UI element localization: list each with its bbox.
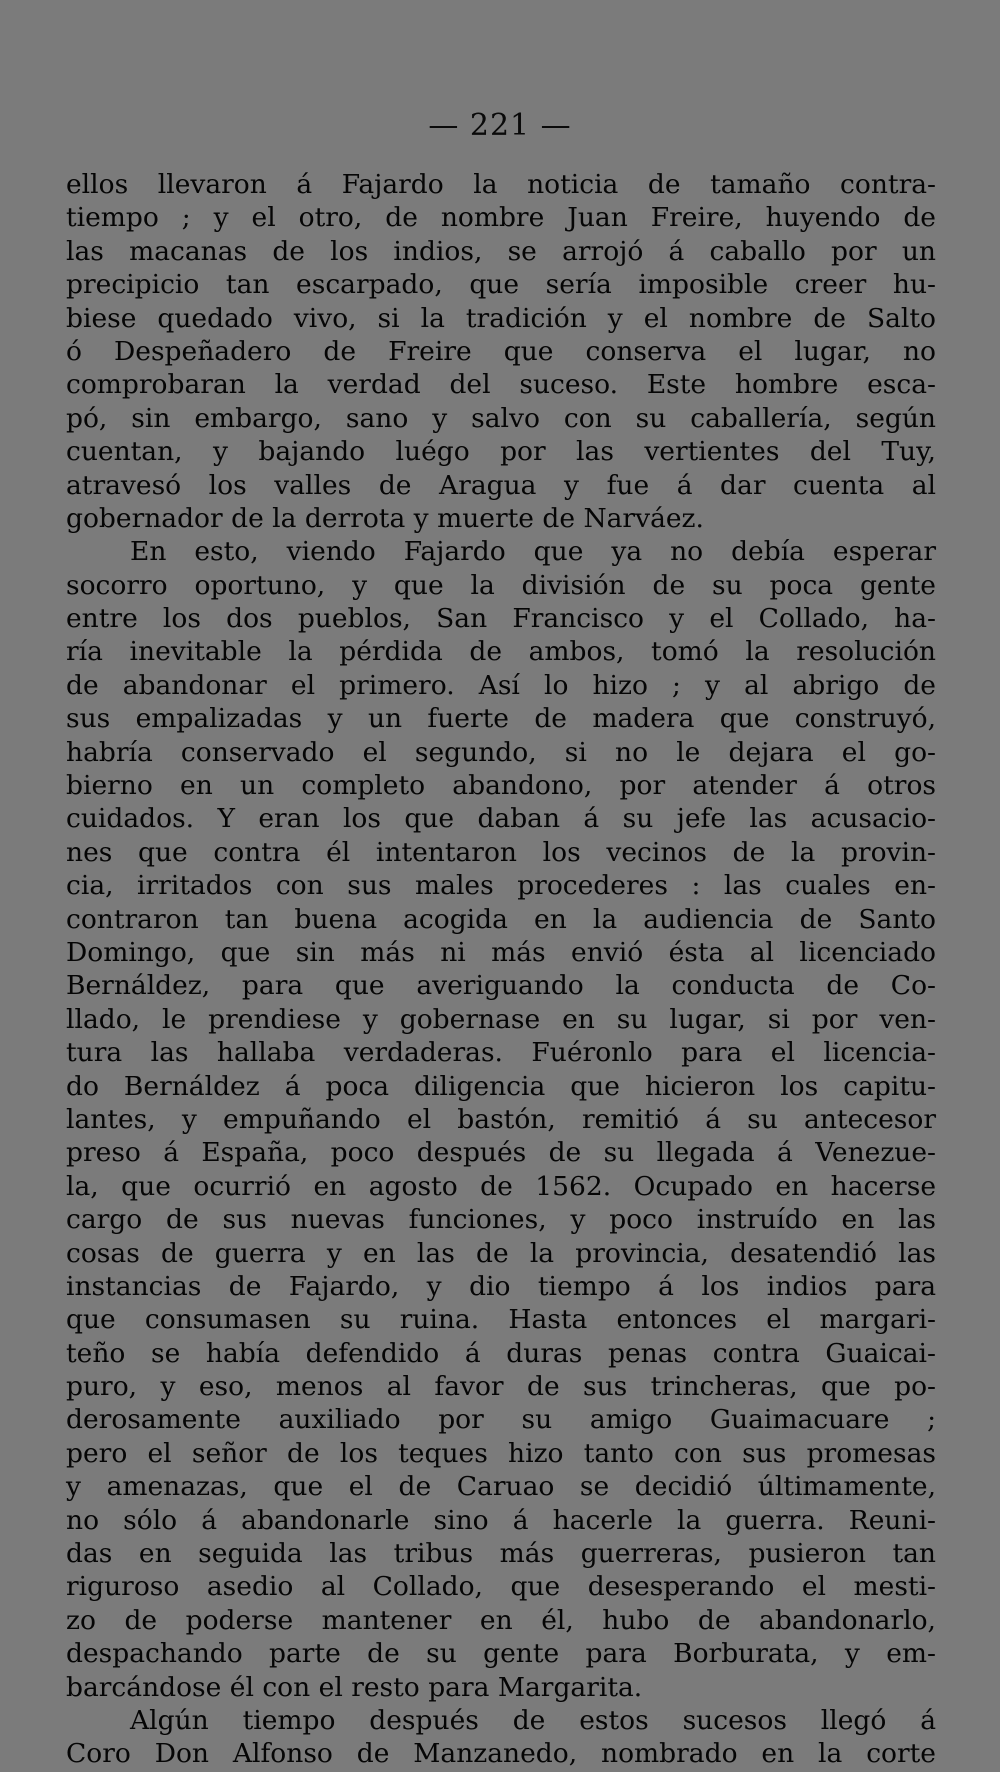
text-line: ellos llevaron á Fajardo la noticia de tamaño contra-	[66, 169, 936, 200]
text-line: pó, sin embargo, sano y salvo con su caballería, según	[66, 402, 936, 434]
text-line: do Bernáldez á poca diligencia que hicieron los capitu-	[66, 1070, 936, 1102]
text-line: lantes, y empuñando el bastón, remitió á su antecesor	[66, 1103, 936, 1135]
text-line: que consumasen su ruina. Hasta entonces el margari-	[66, 1304, 936, 1336]
text-line: entre los dos pueblos, San Francisco y el Collado, ha-	[66, 603, 936, 635]
text-line: contraron tan buena acogida en la audiencia de Santo	[66, 903, 936, 935]
text-line: barcándose él con el resto para Margarita.	[66, 1671, 643, 1703]
text-line: socorro oportuno, y que la división de su poca gente	[66, 569, 936, 601]
text-line: zo de poderse mantener en él, hubo de abandonarlo,	[66, 1604, 936, 1636]
text-line: de abandonar el primero. Así lo hizo ; y al abrigo de	[66, 669, 936, 701]
text-line: cuentan, y bajando luégo por las vertientes del Tuy,	[66, 436, 936, 468]
text-line: ría inevitable la pérdida de ambos, tomó la resolución	[66, 636, 936, 668]
text-line: cia, irritados con sus males procederes : las cuales en-	[66, 870, 936, 902]
text-line: preso á España, poco después de su llegada á Venezue-	[66, 1137, 936, 1169]
text-line: bierno en un completo abandono, por atender á otros	[66, 770, 936, 802]
text-line: pero el señor de los teques hizo tanto con sus promesas	[66, 1437, 936, 1469]
text-line: Algún tiempo después de estos sucesos llegó á	[130, 1704, 936, 1736]
text-line: y amenazas, que el de Caruao se decidió últimamente,	[66, 1471, 936, 1503]
text-line: tura las hallaba verdaderas. Fuéronlo para el licencia-	[66, 1037, 936, 1069]
text-line: precipicio tan escarpado, que sería imposible creer hu-	[66, 269, 936, 301]
text-line: puro, y eso, menos al favor de sus trincheras, que po-	[66, 1371, 936, 1403]
text-line: Coro Don Alfonso de Manzanedo, nombrado en la corte	[66, 1738, 936, 1770]
text-line: las macanas de los indios, se arrojó á caballo por un	[66, 235, 936, 267]
text-line: cosas de guerra y en las de la provincia, desatendió las	[66, 1237, 936, 1269]
text-line: teño se había defendido á duras penas contra Guaicai-	[66, 1337, 936, 1369]
body-text	[66, 168, 936, 1771]
page-number: — 221 —	[428, 108, 572, 143]
text-line: cuidados. Y eran los que daban á su jefe las acusacio-	[66, 803, 936, 835]
text-line: cargo de sus nuevas funciones, y poco instruído en las	[66, 1204, 936, 1236]
text-line: En esto, viendo Fajardo que ya no debía esperar	[130, 536, 936, 568]
text-line: riguroso asedio al Collado, que desesperando el mesti-	[66, 1571, 936, 1603]
text-line: ó Despeñadero de Freire que conserva el lugar, no	[66, 335, 936, 367]
text-line: nes que contra él intentaron los vecinos de la provin-	[66, 836, 936, 868]
text-line: tiempo ; y el otro, de nombre Juan Freire, huyendo de	[66, 202, 936, 234]
text-line: Bernáldez, para que averiguando la conducta de Co-	[66, 970, 936, 1002]
text-line: la, que ocurrió en agosto de 1562. Ocupado en hacerse	[66, 1170, 936, 1202]
text-line: atravesó los valles de Aragua y fue á dar cuenta al	[66, 469, 936, 501]
text-line: no sólo á abandonarle sino á hacerle la guerra. Reuni-	[66, 1504, 936, 1536]
text-line: comprobaran la verdad del suceso. Este hombre esca-	[66, 369, 936, 401]
text-line: derosamente auxiliado por su amigo Guaimacuare ;	[66, 1404, 936, 1436]
text-line: gobernador de la derrota y muerte de Narváez.	[66, 502, 704, 534]
text-line: biese quedado vivo, si la tradición y el nombre de Salto	[66, 302, 936, 334]
text-line: despachando parte de su gente para Borburata, y em-	[66, 1638, 936, 1670]
text-line: llado, le prendiese y gobernase en su lugar, si por ven-	[66, 1003, 936, 1035]
text-line: sus empalizadas y un fuerte de madera que construyó,	[66, 703, 936, 735]
text-line: Domingo, que sin más ni más envió ésta al licenciado	[66, 936, 936, 968]
text-line: das en seguida las tribus más guerreras, pusieron tan	[66, 1538, 936, 1570]
text-line: instancias de Fajardo, y dio tiempo á los indios para	[66, 1270, 936, 1302]
text-line: habría conservado el segundo, si no le dejara el go-	[66, 736, 936, 768]
